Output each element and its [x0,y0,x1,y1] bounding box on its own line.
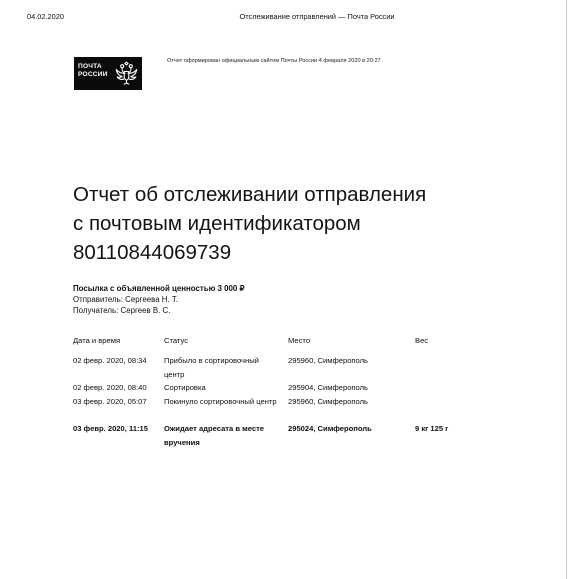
table-row [73,395,473,422]
column-header-weight: Вес [415,336,429,345]
parcel-title: Посылка с объявленной ценностью 3 000 ₽ [73,284,245,293]
logo-line-2: РОССИИ [78,71,108,79]
double-headed-eagle-icon [113,60,140,87]
row-status: Ожидает адресата в месте вручения [164,424,265,447]
report-generated-note: Отчет оформирован официальным сайтом Почты России 4 февраля 2020 в 20:27 [167,58,381,64]
row-status: Покинуло сортировочный центр [164,397,277,406]
table-row [73,354,473,381]
row-status: Сортировка [164,383,206,392]
parcel-info [73,283,245,317]
tracking-number: 80110844069739 [73,241,232,264]
heading-line-1: Отчет об отслеживании отправления [73,183,427,206]
row-date: 02 февр. 2020, 08:34 [73,356,147,365]
row-place: 295960, Симферополь [288,356,368,365]
logo-text [78,63,108,80]
print-date: 04.02.2020 [27,12,64,21]
row-place: 295904, Симферополь [288,383,368,392]
tracking-history-table [73,334,473,447]
row-date: 03 февр. 2020, 11:15 [73,424,148,433]
column-header-place: Место [288,336,311,345]
row-date: 02 февр. 2020, 08:40 [73,383,147,392]
parcel-sender: Отправитель: Сергеева Н. Т. [73,295,179,305]
print-page-title: Отслеживание отправлений — Почта России [239,12,395,21]
logo-line-1: ПОЧТА [78,63,102,70]
row-date: 03 февр. 2020, 05:07 [73,397,147,406]
parcel-recipient: Получатель: Сергеев В. С. [73,306,171,316]
russian-post-logo [74,57,142,90]
row-place: 295024, Симферополь [288,424,372,433]
column-header-date: Дата и время [73,336,121,345]
table-header-row [73,334,473,354]
row-status: Прибыло в сортировочный центр [164,356,259,379]
table-row [73,381,473,395]
heading-line-2: с почтовым идентификатором [73,212,361,235]
row-place: 295960, Симферополь [288,397,368,406]
column-header-status: Статус [164,336,189,345]
row-weight: 9 кг 125 г [415,424,449,433]
report-heading [73,180,513,267]
